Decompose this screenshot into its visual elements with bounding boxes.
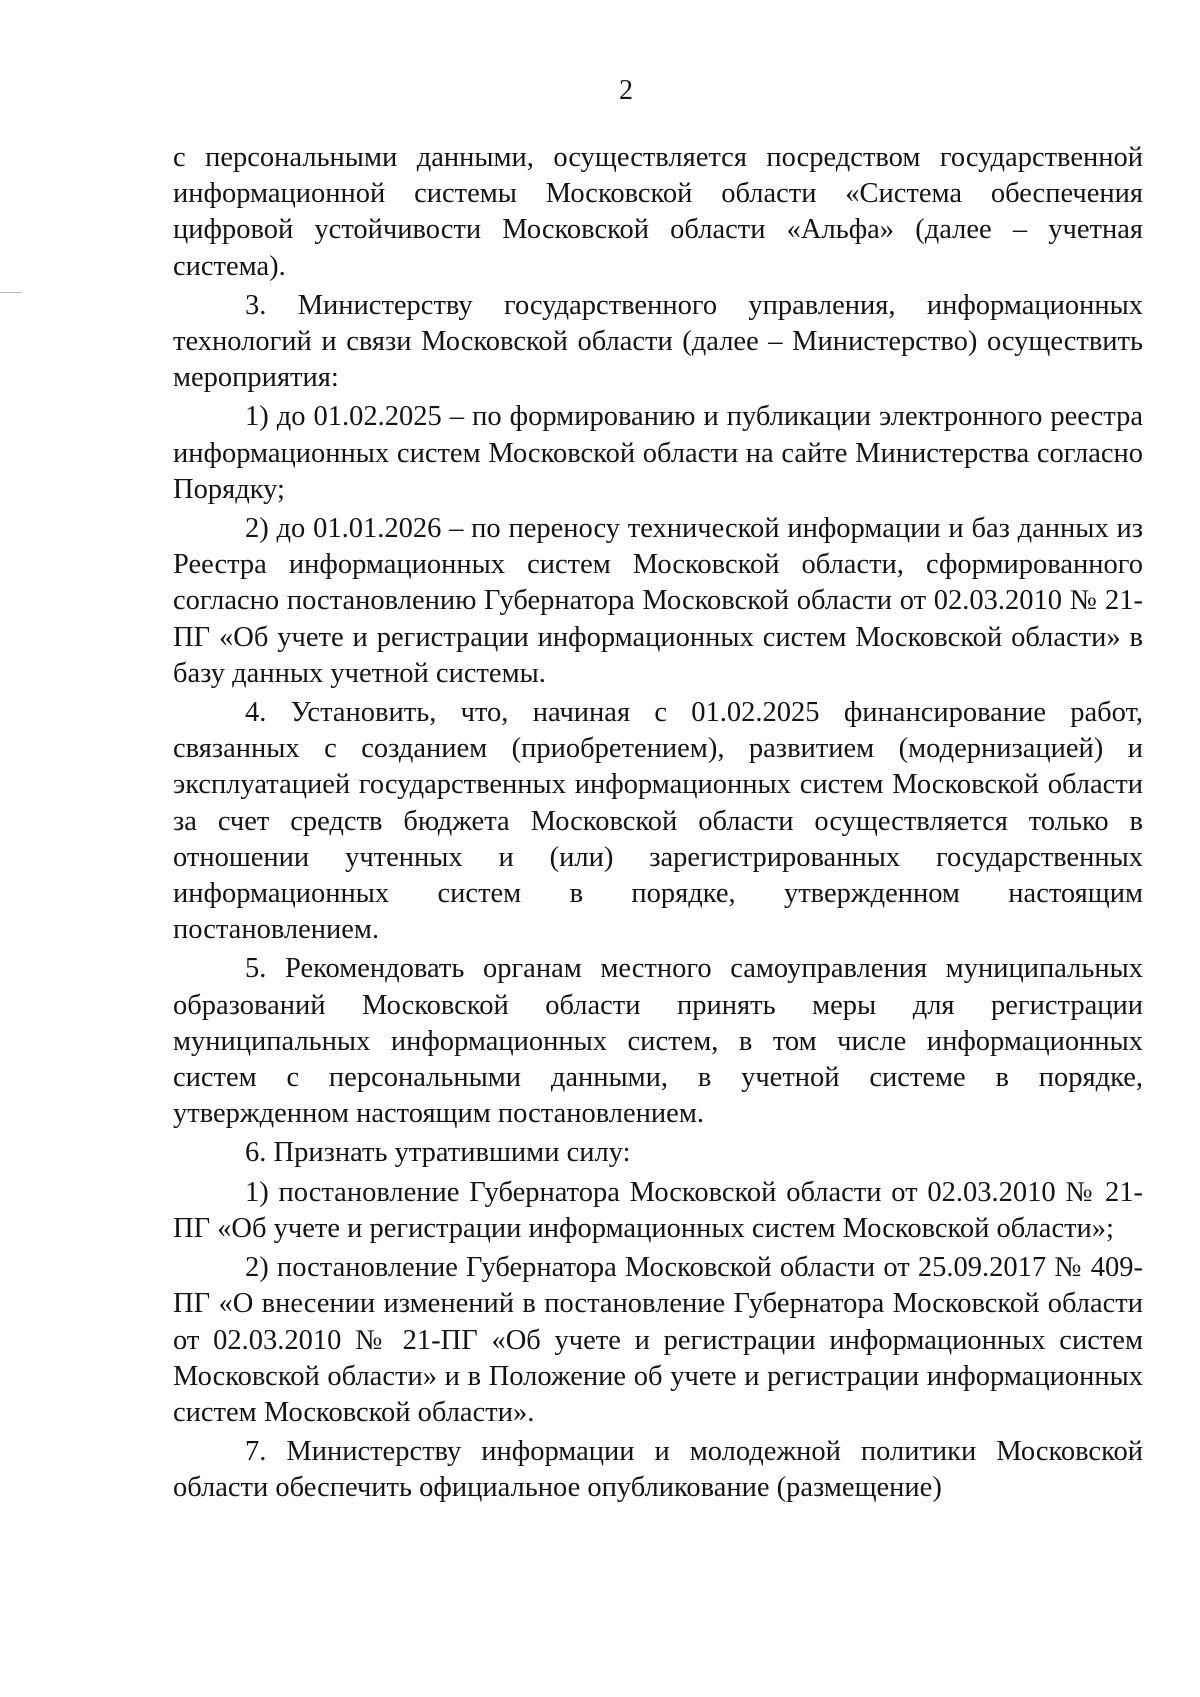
paragraph-item-5: 5. Рекомендовать органам местного самоуправления муниципальных образований Московской области принять меры для регистрации муниципальных информационных систем, в том числе информационных систем с персональными данными, в учетной системе в порядке, утвержденном настоящим постановлением. (173, 953, 1143, 1130)
paragraph-item-3: 3. Министерству государственного управления, информационных технологий и связи Московской области (далее – Министерство) осуществить мероприятия: (173, 289, 1143, 394)
paragraph-item-6-2: 2) постановление Губернатора Московской области от 25.09.2017 № 409-ПГ «О внесении изменений в постановление Губернатора Московской области от 02.03.2010 № 21-ПГ «Об учете и регистрации информационных систем Московской области» и в Положение об учете и регистрации информационных систем Московской области». (173, 1252, 1143, 1428)
paragraph-continuation: с персональными данными, осуществляется посредством государственной информационной системы Московской области «Система обеспечения цифровой устойчивости Московской области «Альфа» (далее – учетная система). (173, 142, 1143, 282)
paragraph-item-4: 4. Установить, что, начиная с 01.02.2025 финансирование работ, связанных с созданием (приобретением), развитием (модернизацией) и эксплуатацией государственных информационных систем Московской области за счет средств бюджета Московской области осуществляется только в отношении учтенных и (или) зарегистрированных государственных информационных систем в порядке, утвержденном настоящим постановлением. (173, 697, 1143, 946)
paragraph-item-6-1: 1) постановление Губернатора Московской области от 02.03.2010 № 21-ПГ «Об учете и регистрации информационных систем Московской области»; (173, 1176, 1143, 1244)
paragraph-item-3-1: 1) до 01.02.2025 – по формированию и публикации электронного реестра информационных систем Московской области на сайте Министерства согласно Порядку; (173, 401, 1143, 505)
paragraph-item-6: 6. Признать утратившими силу: (245, 1137, 631, 1169)
margin-scan-mark (0, 292, 22, 293)
document-body (173, 140, 1143, 1510)
paragraph-item-7: 7. Министерству информации и молодежной политики Московской области обеспечить официальное опубликование (размещение) (173, 1436, 1143, 1504)
paragraph-item-3-2: 2) до 01.01.2026 – по переносу технической информации и баз данных из Реестра информационных систем Московской области, сформированного согласно постановлению Губернатора Московской области от 02.03.2010 № 21-ПГ «Об учете и регистрации информационных систем Московской области» в базу данных учетной системы. (173, 513, 1143, 689)
page-number: 2 (619, 75, 633, 106)
